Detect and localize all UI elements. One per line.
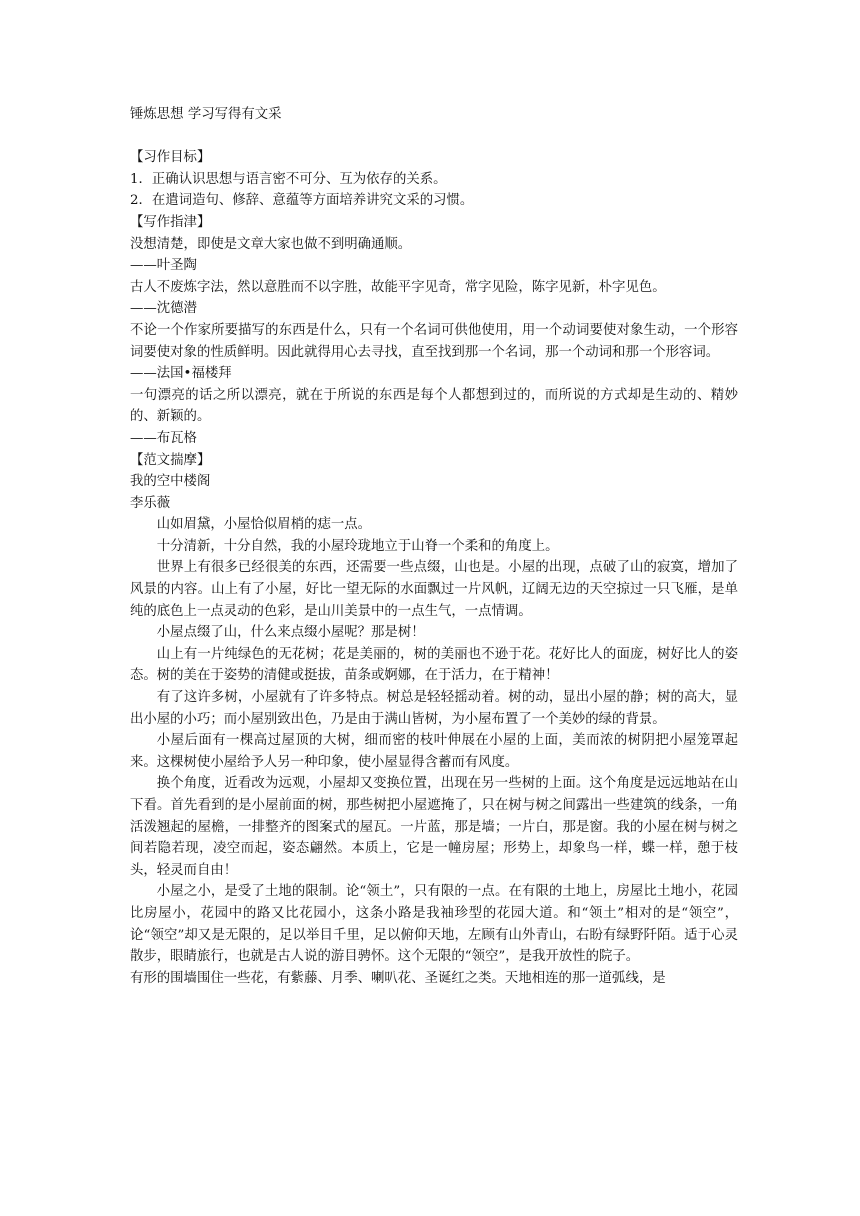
essay-paragraph: 有了这许多树，小屋就有了许多特点。树总是轻轻摇动着。树的动，显出小屋的静；树的高大，显出小屋的小巧；而小屋别致出色，乃是由于满山皆树，为小屋布置了一个美妙的绿的背景。 — [130, 690, 738, 727]
quote-text: 不论一个作家所要描写的东西是什么，只有一个名词可供他使用，用一个动词要使对象生动，一个形容词要使对象的性质鲜明。因此就得用心去寻找，直至找到那一个名词，那一个动词和那一个形容词。 — [130, 322, 738, 360]
goal-item: 2．在遣词造句、修辞、意蕴等方面培养讲究文采的习惯。 — [130, 193, 474, 209]
essay-paragraph: 小屋之小，是受了土地的限制。论“领土”，只有限的一点。在有限的土地上，房屋比土地小，花园比房屋小，花园中的路又比花园小，这条小路是我袖珍型的花园大道。和“领土”相对的是“领空”，论“领空”却又是无限的，足以举目千里，足以俯仰天地，左顾有山外青山，右盼有绿野阡陌。适于心灵散步，眼睛旅行，也就是古人说的游目骋怀。这个无限的“领空”，是我开放性的院子。 — [130, 884, 738, 965]
quote-author: ——布瓦格 — [130, 430, 197, 446]
quote-text: 没想清楚，即使是文章大家也做不到明确通顺。 — [130, 236, 412, 252]
essay-paragraph: 世界上有很多已经很美的东西，还需要一些点缀，山也是。小屋的出现，点破了山的寂寞，增加了风景的内容。山上有了小屋，好比一望无际的水面飘过一片风帆，辽阔无边的天空掠过一只飞雁，是单纯的底色上一点灵动的色彩，是山川美景中的一点生气，一点情调。 — [130, 560, 738, 619]
essay-paragraph: 换个角度，近看改为远观，小屋却又变换位置，出现在另一些树的上面。这个角度是远远地站在山下看。首先看到的是小屋前面的树，那些树把小屋遮掩了，只在树与树之间露出一些建筑的线条，一角活泼翘起的屋檐，一排整齐的图案式的屋瓦。一片蓝，那是墙；一片白，那是窗。我的小屋在树与树之间若隐若现，凌空而起，姿态翩然。本质上，它是一幢房屋；形势上，却象鸟一样，蝶一样，憩于枝头，轻灵而自由！ — [130, 776, 738, 878]
document-page — [130, 104, 738, 989]
quote-author: ——法国•福楼拜 — [130, 366, 232, 382]
essay-author: 李乐薇 — [130, 495, 171, 511]
goal-item: 1．正确认识思想与语言密不可分、互为依存的关系。 — [130, 171, 447, 187]
model-heading: 【范文揣摩】 — [130, 452, 211, 468]
essay-paragraph: 十分清新，十分自然，我的小屋玲珑地立于山脊一个柔和的角度上。 — [156, 538, 559, 554]
essay-paragraph: 小屋点缀了山，什么来点缀小屋呢？那是树！ — [156, 625, 425, 641]
essay-paragraph: 山如眉黛，小屋恰似眉梢的痣一点。 — [156, 517, 372, 533]
essay-paragraph: 有形的围墙围住一些花，有紫藤、月季、喇叭花、圣诞红之类。天地相连的那一道弧线，是 — [130, 970, 666, 986]
quote-text: 一句漂亮的话之所以漂亮，就在于所说的东西是每个人都想到过的，而所说的方式却是生动的、精妙的、新颖的。 — [130, 387, 738, 425]
document-title: 锤炼思想 学习写得有文采 — [130, 107, 282, 122]
essay-paragraph: 山上有一片纯绿色的无花树；花是美丽的，树的美丽也不逊于花。花好比人的面庞，树好比人的姿态。树的美在于姿势的清健或挺拔，苗条或婀娜，在于活力，在于精神！ — [130, 646, 738, 684]
essay-paragraph: 小屋后面有一棵高过屋顶的大树，细而密的枝叶伸展在小屋的上面，美而浓的树阴把小屋笼罩起来。这棵树使小屋给予人另一种印象，使小屋显得含蓄而有风度。 — [130, 733, 738, 770]
goal-heading: 【习作目标】 — [130, 150, 211, 166]
guide-heading: 【写作指津】 — [130, 214, 211, 230]
quote-author: ——沈德潜 — [130, 301, 197, 317]
quote-text: 古人不废炼字法，然以意胜而不以字胜，故能平字见奇，常字见险，陈字见新，朴字见色。 — [130, 279, 666, 295]
essay-title: 我的空中楼阁 — [130, 474, 211, 490]
quote-author: ——叶圣陶 — [130, 258, 197, 274]
